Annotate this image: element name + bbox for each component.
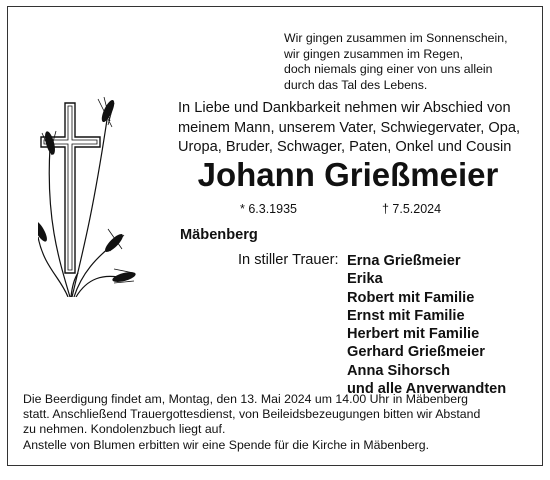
mourner: Erika	[347, 271, 383, 288]
place-name: Mäbenberg	[180, 227, 258, 243]
mourner: Anna Sihorsch	[347, 362, 450, 379]
poem-line: Wir gingen zusammen im Sonnenschein,	[284, 31, 508, 45]
poem-line: doch niemals ging einer von uns allein	[284, 62, 493, 76]
intro-text	[178, 99, 520, 158]
mourner: Erna Grießmeier	[347, 253, 461, 269]
funeral-details	[23, 392, 480, 453]
footer-line: zu nehmen. Kondolenzbuch liegt auf.	[23, 422, 226, 437]
mourner: Ernst mit Familie	[347, 307, 465, 324]
mourning-label: In stiller Trauer:	[238, 252, 339, 268]
mourner: Gerhard Grießmeier	[347, 344, 485, 361]
mourner: Robert mit Familie	[347, 289, 475, 306]
mourners-list	[347, 252, 506, 398]
birth-date: * 6.3.1935	[240, 202, 297, 216]
intro-line: In Liebe und Dankbarkeit nehmen wir Abschied von	[178, 100, 511, 116]
intro-line: Uropa, Bruder, Schwager, Paten, Onkel und Cousin	[178, 139, 512, 155]
death-date: † 7.5.2024	[382, 202, 442, 216]
cross-with-wheat-icon	[38, 97, 138, 297]
deceased-name: Johann Grießmeier	[197, 156, 499, 193]
footer-line: Anstelle von Blumen erbitten wir eine Spende für die Kirche in Mäbenberg.	[23, 437, 430, 452]
mourner: Herbert mit Familie	[347, 326, 480, 343]
poem	[284, 31, 508, 93]
poem-line: wir gingen zusammen im Regen,	[284, 46, 464, 61]
footer-line: Die Beerdigung findet am, Montag, den 13. Mai 2024 um 14.00 Uhr in Mäbenberg	[23, 392, 469, 406]
poem-line: durch das Tal des Lebens.	[284, 77, 428, 92]
mourner: und alle Anverwandten	[347, 381, 507, 398]
obituary-notice	[7, 6, 543, 466]
footer-line: statt. Anschließend Trauergottesdienst, von Beileidsbezeugungen bitten wir Abstand	[23, 407, 481, 422]
intro-line: meinem Mann, unserem Vater, Schwiegervater, Opa,	[178, 119, 521, 136]
